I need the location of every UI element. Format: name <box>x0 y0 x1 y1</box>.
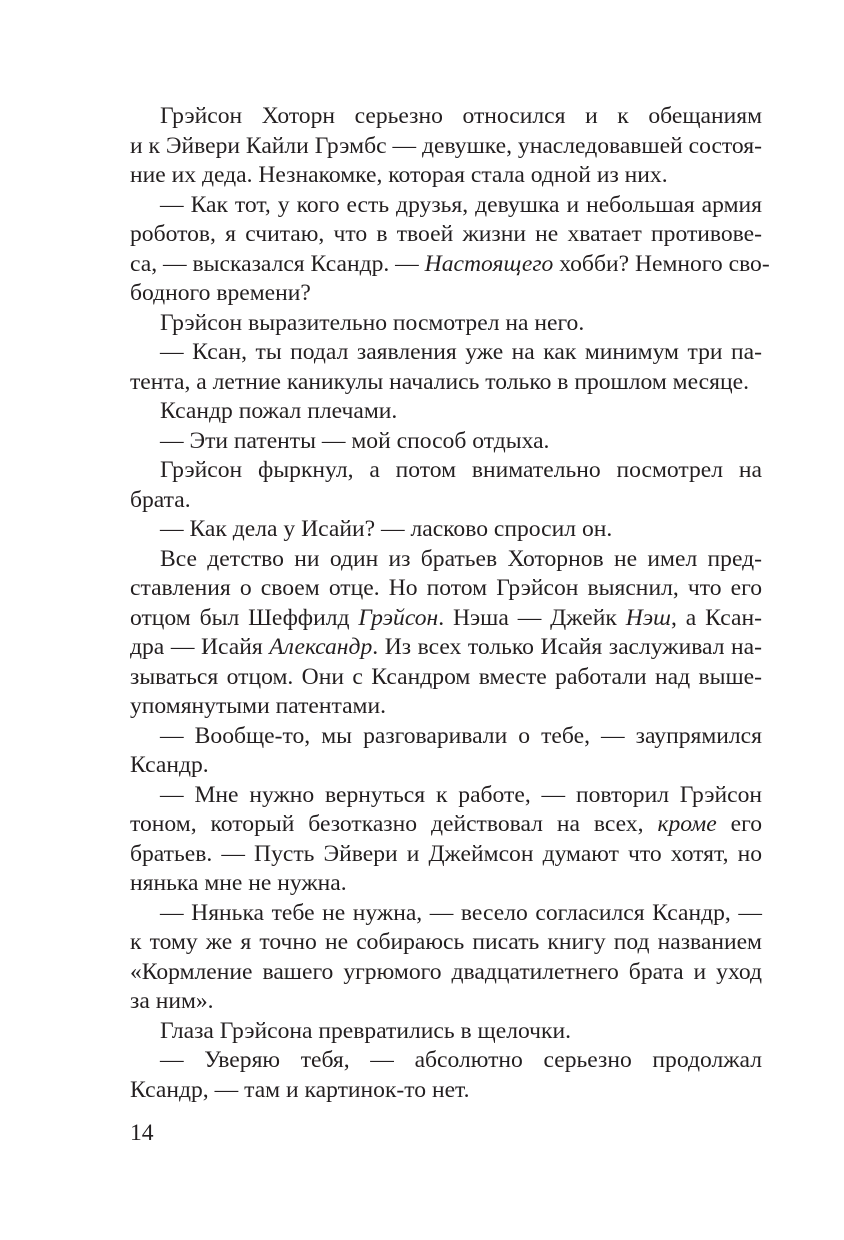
italic-text: Александр <box>269 634 373 660</box>
text-line <box>160 721 762 751</box>
text-line <box>130 927 762 957</box>
text-segment: Все детство ни один из братьев Хоторнов не имел пред- <box>160 545 762 572</box>
italic-text: кроме <box>657 811 717 837</box>
text-line <box>160 780 762 810</box>
text-segment: Ксандр пожал плечами. <box>160 398 398 424</box>
text-segment: дра — Исайя <box>130 634 270 660</box>
text-line <box>130 809 762 839</box>
text-line <box>130 632 762 662</box>
text-segment: хобби? Немного сво- <box>553 250 770 277</box>
text-segment: Ксандр. <box>130 752 209 778</box>
text-segment: Грэйсон фыркнул, а потом внимательно посмотрел на <box>160 457 762 483</box>
text-segment: тента, а летние каникулы начались только в прошлом месяце. <box>130 368 749 395</box>
text-line <box>160 426 762 456</box>
text-segment: — Вообще-то, мы разговаривали о тебе, — заупрямился <box>160 722 762 749</box>
text-line <box>160 455 762 485</box>
text-line <box>130 839 762 869</box>
italic-text: Настоящего <box>424 250 554 277</box>
text-segment: «Кормление вашего угрюмого двадцатилетнего брата и уход <box>130 958 762 985</box>
text-segment: ние их деда. Незнакомке, которая стала одной из них. <box>130 162 668 188</box>
text-line <box>130 219 762 249</box>
text-segment: Ксандр, — там и картинок-то нет. <box>130 1076 470 1103</box>
text-line <box>130 573 762 603</box>
italic-text: Грэйсон <box>358 604 439 631</box>
text-line <box>160 308 762 338</box>
text-segment: роботов, я считаю, что в твоей жизни не хватает противове- <box>130 221 762 247</box>
text-line <box>130 986 762 1016</box>
text-segment: братьев. — Пусть Эйвери и Джеймсон думают что хотят, но <box>130 840 762 867</box>
text-line <box>160 190 762 220</box>
text-segment: бодного времени? <box>130 280 311 306</box>
text-segment: — Ксан, ты подал заявления уже на как минимум три па- <box>160 339 762 365</box>
text-segment: нянька мне не нужна. <box>130 870 347 896</box>
text-segment: отцом был Шеффилд <box>130 604 359 631</box>
text-line <box>160 514 762 544</box>
text-segment: Глаза Грэйсона превратились в щелочки. <box>160 1017 572 1044</box>
text-segment: брата. <box>130 486 191 513</box>
text-segment: к тому же я точно не собираюсь писать книгу под названием <box>130 929 762 955</box>
text-line <box>130 367 762 397</box>
text-line <box>130 1075 762 1105</box>
text-line <box>160 1016 762 1046</box>
text-line <box>160 898 762 928</box>
text-segment: . Из всех только Исайя заслуживал на- <box>372 634 763 660</box>
text-line <box>130 691 762 721</box>
text-line <box>130 957 762 987</box>
text-line <box>160 337 762 367</box>
italic-text: Нэш <box>625 604 671 631</box>
text-segment: са, — высказался Ксандр. — <box>130 250 425 277</box>
text-segment: тоном, который безотказно действовал на всех, <box>130 811 658 837</box>
text-segment: . Нэша — Джейк <box>438 604 626 631</box>
text-segment: — Эти патенты — мой способ отдыха. <box>160 427 550 454</box>
text-segment: Грэйсон Хоторн серьезно относился и к обещаниям <box>160 103 762 129</box>
text-line <box>130 485 762 515</box>
text-line <box>160 544 762 574</box>
text-segment: Грэйсон выразительно посмотрел на него. <box>160 309 585 336</box>
text-segment: зываться отцом. Они с Ксандром вместе работали над выше- <box>130 663 762 690</box>
text-line <box>130 750 762 780</box>
text-segment: — Как тот, у кого есть друзья, девушка и небольшая армия <box>160 191 762 218</box>
text-segment: ставления о своем отце. Но потом Грэйсон выяснил, что его <box>130 575 762 601</box>
text-line <box>130 278 762 308</box>
text-segment: за ним». <box>130 988 214 1014</box>
text-segment: — Нянька тебе не нужна, — весело согласился Ксандр, — <box>160 899 762 926</box>
text-line <box>130 131 762 161</box>
page-number: 14 <box>130 1120 154 1146</box>
text-segment: упомянутыми патентами. <box>130 693 387 719</box>
text-line <box>130 249 770 279</box>
text-line <box>130 662 762 692</box>
text-line <box>130 160 762 190</box>
text-segment: — Мне нужно вернуться к работе, — повторил Грэйсон <box>160 781 762 808</box>
text-segment: его <box>716 811 762 837</box>
text-line <box>160 396 762 426</box>
text-segment: — Уверяю тебя, — абсолютно серьезно продолжал <box>160 1047 762 1073</box>
text-line <box>130 603 762 633</box>
text-segment: , а Ксан- <box>670 604 762 631</box>
text-line <box>130 868 762 898</box>
text-segment: и к Эйвери Кайли Грэмбс — девушке, унаследовавшей состоя- <box>130 132 762 159</box>
text-segment: — Как дела у Исайи? — ласково спросил он. <box>160 516 613 542</box>
text-line <box>160 1045 762 1075</box>
text-line <box>160 101 762 131</box>
